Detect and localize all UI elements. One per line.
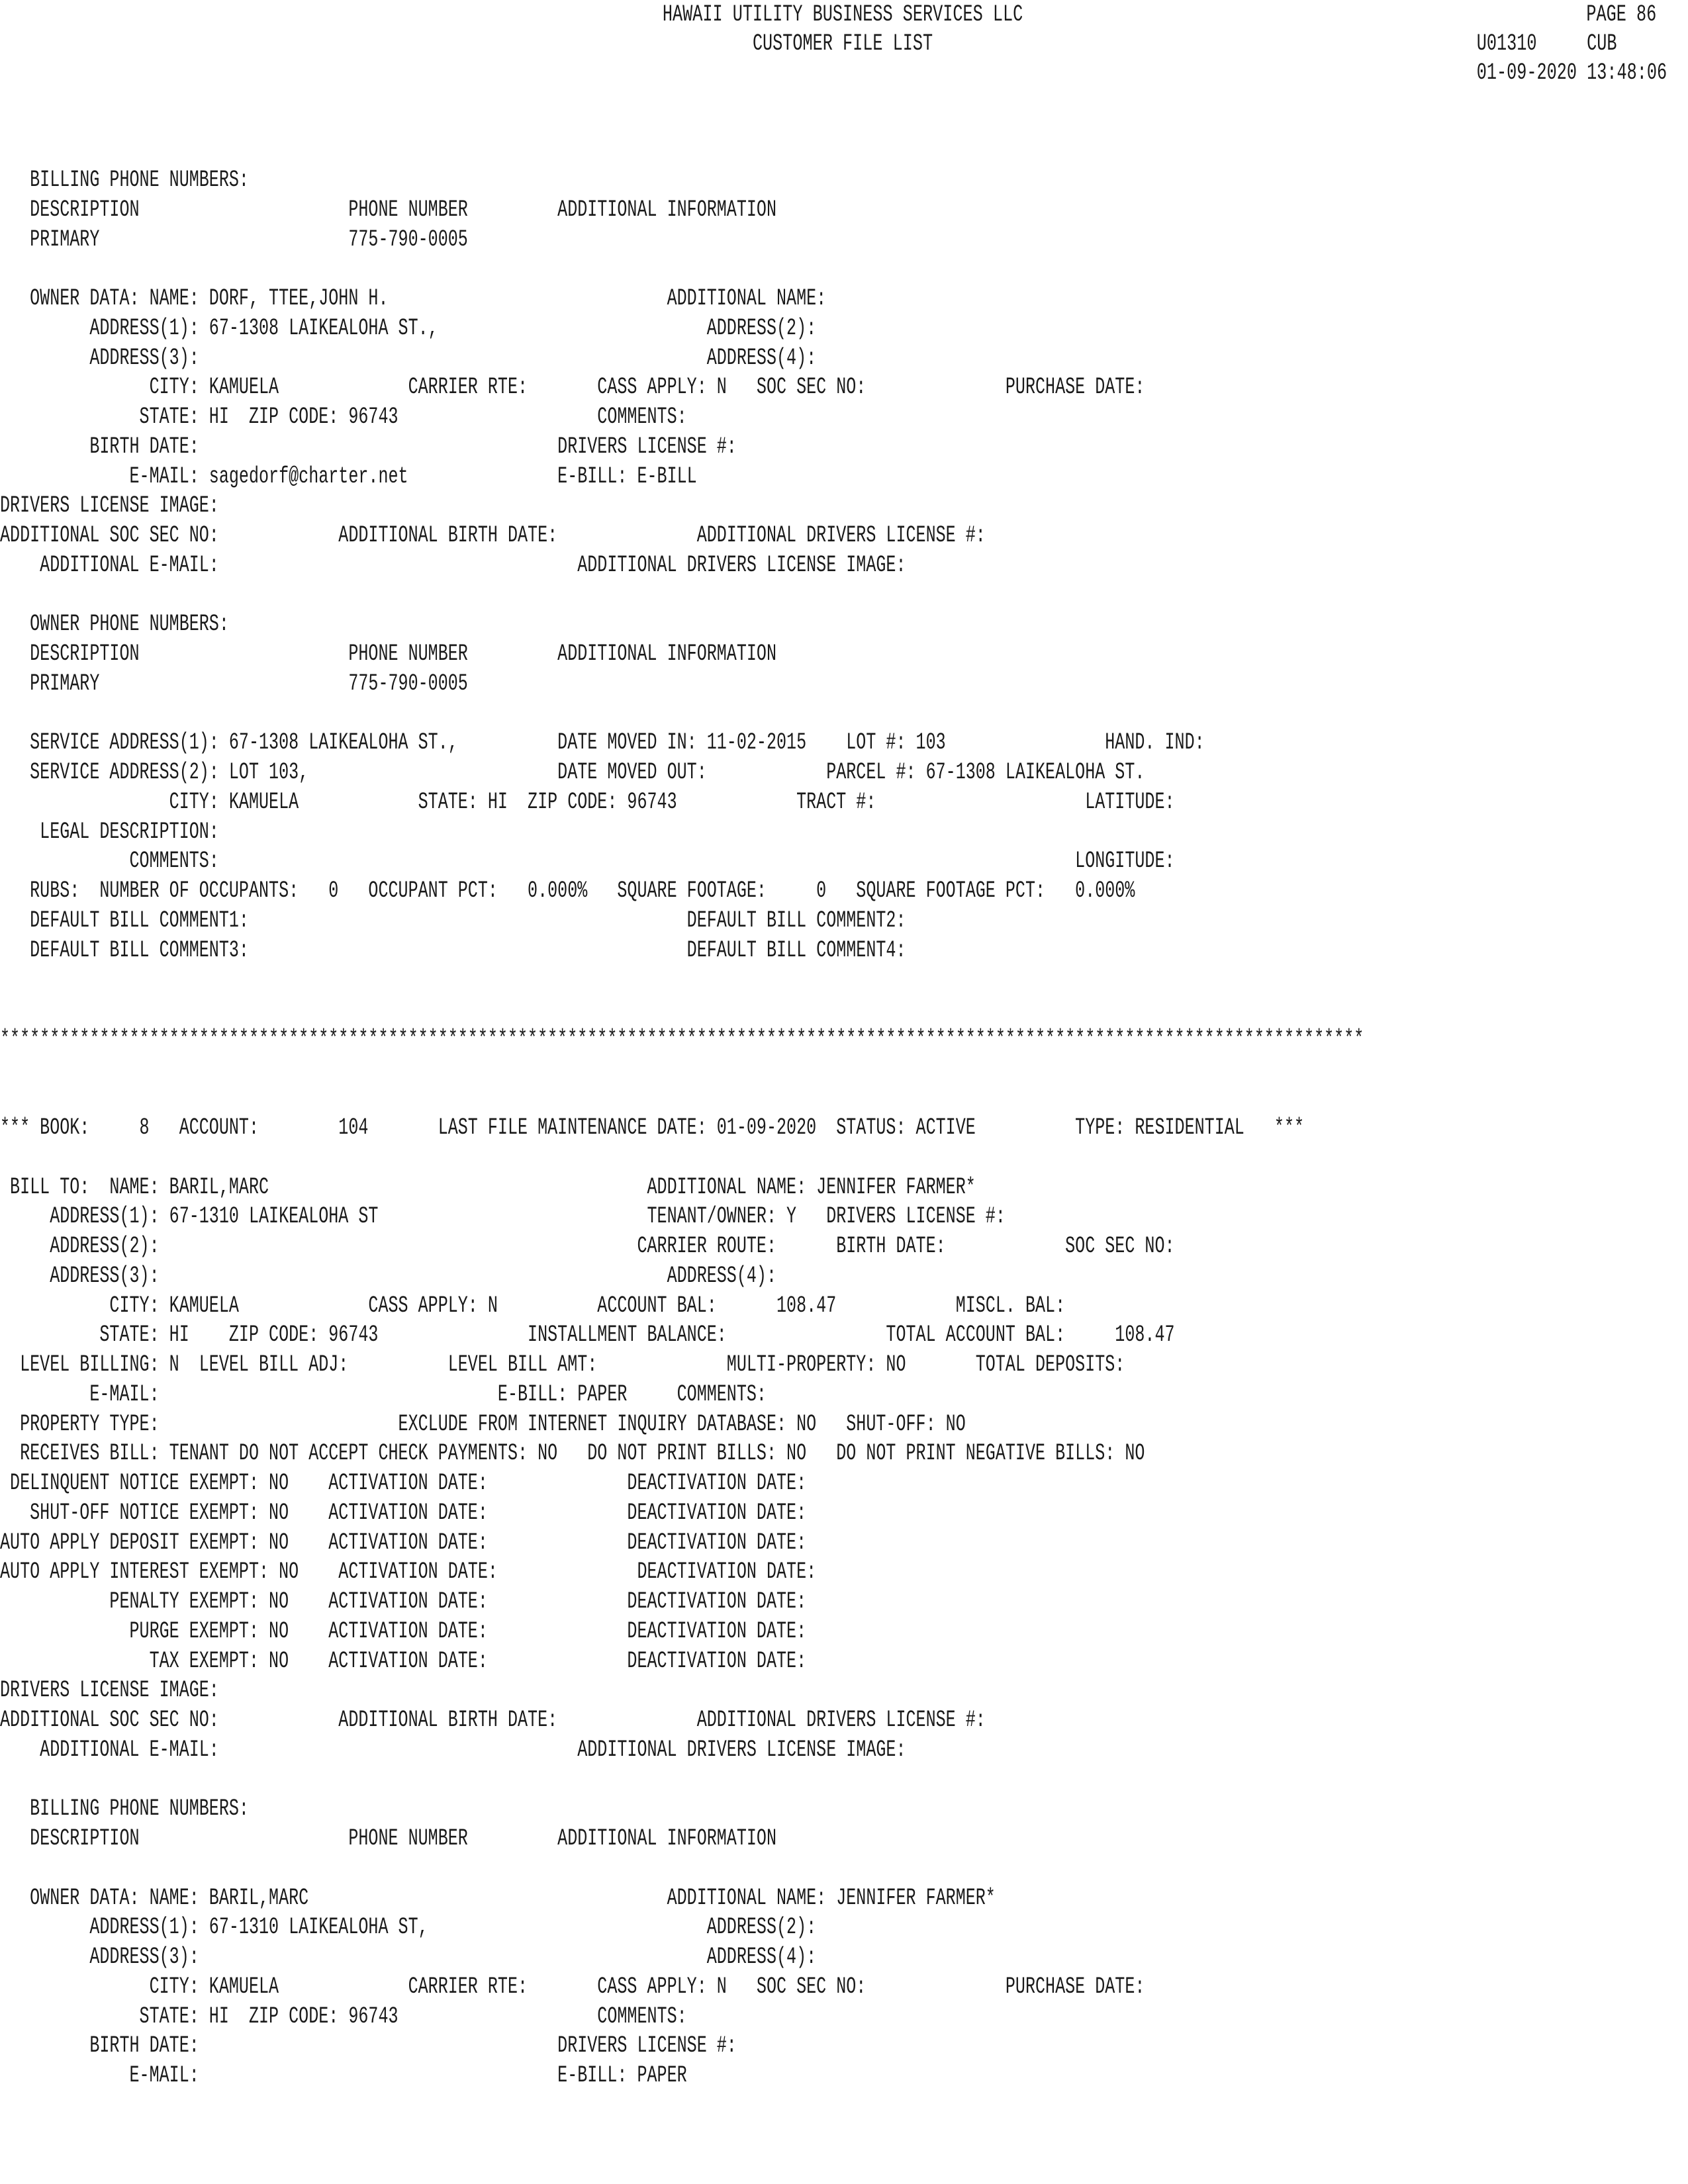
blank-line [0,1143,1687,1173]
report-line: PRIMARY 775-790-0005 [0,226,468,253]
blank-line [0,254,1687,284]
report-line: DESCRIPTION PHONE NUMBER ADDITIONAL INFORMATION [0,1825,777,1852]
report-id: U01310 CUB [1476,30,1617,57]
report-line: DELINQUENT NOTICE EXEMPT: NO ACTIVATION DATE: DEACTIVATION DATE: [0,1470,807,1496]
report-line: ADDITIONAL E-MAIL: ADDITIONAL DRIVERS LICENSE IMAGE: [0,1736,906,1763]
report-line: PENALTY EXEMPT: NO ACTIVATION DATE: DEACTIVATION DATE: [0,1588,807,1615]
blank-line [0,1854,1687,1884]
page-number: PAGE 86 [1586,1,1657,28]
report-line: ADDRESS(3): ADDRESS(4): [0,1262,777,1289]
run-datetime: 01-09-2020 13:48:06 [1476,60,1667,86]
report-line: *** BOOK: 8 ACCOUNT: 104 LAST FILE MAINTENANCE DATE: 01-09-2020 STATUS: ACTIVE TYPE: RESIDENTIAL *** [0,1115,1305,1141]
report-body [0,165,1688,2151]
report-header [0,0,1688,106]
report-line: ADDITIONAL SOC SEC NO: ADDITIONAL BIRTH DATE: ADDITIONAL DRIVERS LICENSE #: [0,1707,986,1733]
report-line: OWNER DATA: NAME: BARIL,MARC ADDITIONAL NAME: JENNIFER FARMER* [0,1884,996,1911]
report-line: DEFAULT BILL COMMENT3: DEFAULT BILL COMMENT4: [0,936,906,964]
report-line: OWNER PHONE NUMBERS: [0,611,229,638]
report-line: ADDRESS(1): 67-1310 LAIKEALOHA ST, ADDRESS(2): [0,1914,817,1941]
report-heading [235,0,1450,58]
report-line: SERVICE ADDRESS(1): 67-1308 LAIKEALOHA ST., DATE MOVED IN: 11-02-2015 LOT #: 103 HAND. IND: [0,729,1205,756]
report-line: BILL TO: NAME: BARIL,MARC ADDITIONAL NAME: JENNIFER FARMER* [0,1173,976,1201]
report-line: STATE: HI ZIP CODE: 96743 INSTALLMENT BALANCE: TOTAL ACCOUNT BAL: 108.47 [0,1322,1175,1349]
report-line: BIRTH DATE: DRIVERS LICENSE #: [0,2032,737,2060]
report-line: RECEIVES BILL: TENANT DO NOT ACCEPT CHECK PAYMENTS: NO DO NOT PRINT BILLS: NO DO NOT PRINT NEGATIVE BILLS: NO [0,1440,1145,1467]
blank-line [0,1054,1687,1084]
report-line: PRIMARY 775-790-0005 [0,670,468,697]
report-line: ADDRESS(1): 67-1310 LAIKEALOHA ST TENANT/OWNER: Y DRIVERS LICENSE #: [0,1203,1006,1230]
report-line: COMMENTS: LONGITUDE: [0,848,1175,875]
report-meta [1477,0,1667,87]
report-line: DESCRIPTION PHONE NUMBER ADDITIONAL INFORMATION [0,196,777,223]
report-line: BILLING PHONE NUMBERS: [0,1796,249,1823]
report-line: CITY: KAMUELA CASS APPLY: N ACCOUNT BAL: 108.47 MISCL. BAL: [0,1292,1066,1319]
report-line: DEFAULT BILL COMMENT1: DEFAULT BILL COMMENT2: [0,907,906,934]
company-name: HAWAII UTILITY BUSINESS SERVICES LLC [662,1,1023,28]
blank-line [0,965,1687,995]
report-line: ADDITIONAL E-MAIL: ADDITIONAL DRIVERS LICENSE IMAGE: [0,551,906,578]
report-line: AUTO APPLY DEPOSIT EXEMPT: NO ACTIVATION DATE: DEACTIVATION DATE: [0,1529,807,1556]
report-line: ADDRESS(3): ADDRESS(4): [0,344,817,371]
report-line: DRIVERS LICENSE IMAGE: [0,1677,219,1704]
report-line: SERVICE ADDRESS(2): LOT 103, DATE MOVED OUT: PARCEL #: 67-1308 LAIKEALOHA ST. [0,759,1145,786]
report-line: CITY: KAMUELA CARRIER RTE: CASS APPLY: N SOC SEC NO: PURCHASE DATE: [0,374,1145,401]
report-line: ***************************************************************************************************************************************** [0,1025,1364,1052]
report-line: OWNER DATA: NAME: DORF, TTEE,JOHN H. ADDITIONAL NAME: [0,285,827,312]
report-line: LEVEL BILLING: N LEVEL BILL ADJ: LEVEL BILL AMT: MULTI-PROPERTY: NO TOTAL DEPOSITS: [0,1351,1125,1378]
blank-line [0,1765,1687,1795]
report-line: E-MAIL: E-BILL: PAPER COMMENTS: [0,1381,767,1408]
report-line: ADDRESS(1): 67-1308 LAIKEALOHA ST., ADDRESS(2): [0,314,817,341]
report-line: CITY: KAMUELA STATE: HI ZIP CODE: 96743 TRACT #: LATITUDE: [0,788,1175,815]
report-line: TAX EXEMPT: NO ACTIVATION DATE: DEACTIVATION DATE: [0,1647,807,1674]
blank-line [0,995,1687,1024]
report-line: ADDRESS(3): ADDRESS(4): [0,1944,817,1970]
report-line: RUBS: NUMBER OF OCCUPANTS: 0 OCCUPANT PCT: 0.000% SQUARE FOOTAGE: 0 SQUARE FOOTAGE PCT: 0.000% [0,878,1135,904]
blank-line [0,699,1687,729]
report-line: BIRTH DATE: DRIVERS LICENSE #: [0,433,737,460]
report-line: STATE: HI ZIP CODE: 96743 COMMENTS: [0,404,687,430]
blank-line [0,580,1687,610]
report-lines [0,165,1687,2091]
report-line: LEGAL DESCRIPTION: [0,818,219,845]
report-line: PROPERTY TYPE: EXCLUDE FROM INTERNET INQUIRY DATABASE: NO SHUT-OFF: NO [0,1410,966,1437]
report-title: CUSTOMER FILE LIST [752,30,933,57]
blank-line [0,1083,1687,1113]
report-line: AUTO APPLY INTEREST EXEMPT: NO ACTIVATION DATE: DEACTIVATION DATE: [0,1559,817,1586]
report-line: PURGE EXEMPT: NO ACTIVATION DATE: DEACTIVATION DATE: [0,1617,807,1645]
report-line: DESCRIPTION PHONE NUMBER ADDITIONAL INFORMATION [0,641,777,667]
report-line: DRIVERS LICENSE IMAGE: [0,492,219,520]
report-line: BILLING PHONE NUMBERS: [0,167,249,193]
report-line: E-MAIL: E-BILL: PAPER [0,2062,687,2089]
report-line: E-MAIL: sagedorf@charter.net E-BILL: E-BILL [0,463,697,490]
report-line: ADDITIONAL SOC SEC NO: ADDITIONAL BIRTH DATE: ADDITIONAL DRIVERS LICENSE #: [0,522,986,549]
report-line: SHUT-OFF NOTICE EXEMPT: NO ACTIVATION DATE: DEACTIVATION DATE: [0,1499,807,1526]
report-line: STATE: HI ZIP CODE: 96743 COMMENTS: [0,2003,687,2030]
report-line: ADDRESS(2): CARRIER ROUTE: BIRTH DATE: SOC SEC NO: [0,1233,1175,1259]
report-line: CITY: KAMUELA CARRIER RTE: CASS APPLY: N SOC SEC NO: PURCHASE DATE: [0,1973,1145,2000]
